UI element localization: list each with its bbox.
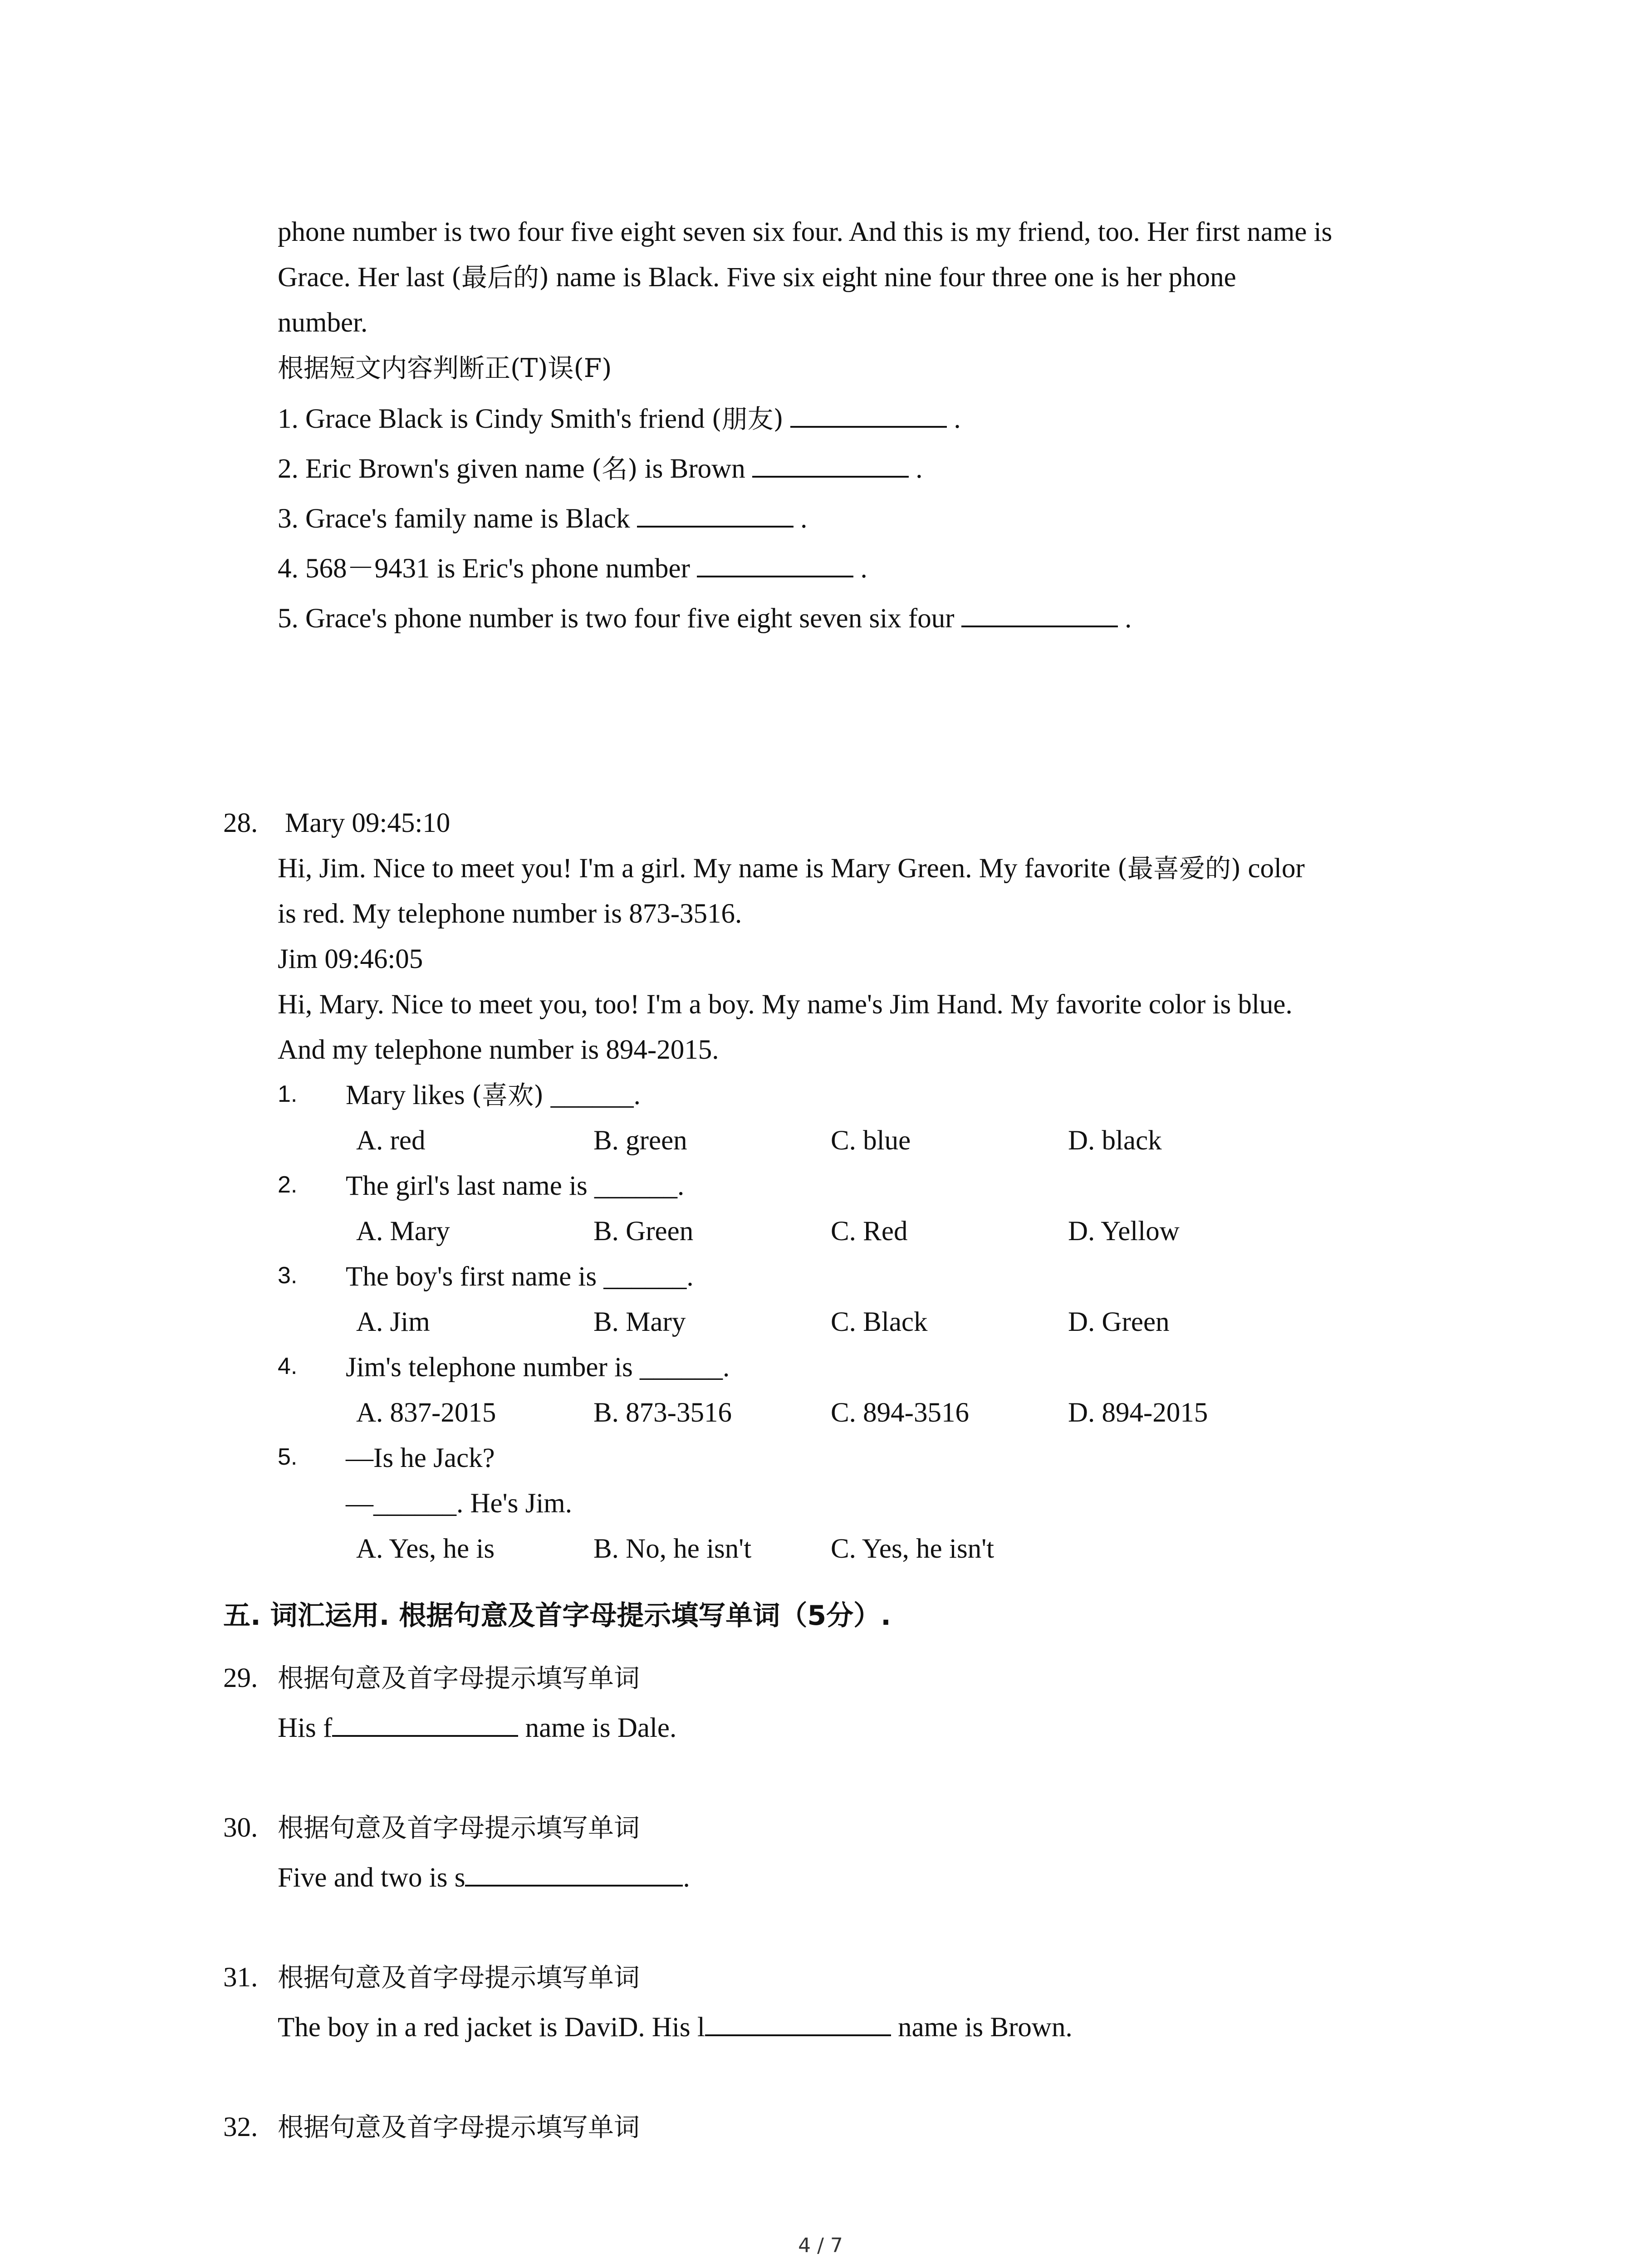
passage-line-1: phone number is two four five eight seven six four. And this is my friend, too. Her first name is <box>278 217 1332 247</box>
item-end: . <box>1117 603 1132 634</box>
item-text: 3. Grace's family name is Black <box>278 503 630 534</box>
passage-line-3: number. <box>278 308 368 338</box>
item-end: . <box>853 553 867 584</box>
q30-sentence <box>278 1860 690 1896</box>
option-a[interactable]: A. Yes, he is <box>356 1534 495 1564</box>
option-c[interactable]: C. Black <box>831 1307 928 1337</box>
item-end: . <box>947 404 961 434</box>
q31-instruction: 根据句意及首字母提示填写单词 <box>278 1963 640 1993</box>
passage-line-2 <box>278 259 1236 296</box>
sentence-text: name is Brown. <box>891 2012 1073 2043</box>
answer-blank[interactable] <box>752 472 909 478</box>
sentence-text: . <box>683 1862 690 1893</box>
q32-instruction: 根据句意及首字母提示填写单词 <box>278 2112 640 2142</box>
option-b[interactable]: B. Mary <box>593 1307 686 1337</box>
option-b[interactable]: B. green <box>593 1125 687 1156</box>
q32-number: 32. <box>223 2112 258 2142</box>
passage-text: Grace. Her last <box>278 262 451 293</box>
item-text: 4. 568－9431 is Eric's phone number <box>278 553 690 584</box>
option-d[interactable]: D. Yellow <box>1068 1216 1180 1246</box>
answer-blank[interactable] <box>790 422 947 428</box>
item-end: . <box>908 454 923 484</box>
option-a[interactable]: A. 837-2015 <box>356 1398 496 1428</box>
subq-number: 4. <box>278 1353 298 1379</box>
item-text: 1. Grace Black is Cindy Smith's friend <box>278 404 712 434</box>
chinese-gloss: (名) <box>592 454 638 484</box>
jim-message-line-1: Hi, Mary. Nice to meet you, too! I'm a boy. My name's Jim Hand. My favorite color is blue. <box>278 989 1293 1020</box>
stem-text: Mary likes <box>346 1080 472 1110</box>
option-d[interactable]: D. black <box>1068 1125 1162 1156</box>
answer-blank[interactable] <box>637 522 794 528</box>
sentence-text: name is Dale. <box>518 1713 677 1743</box>
chat-header-mary: Mary 09:45:10 <box>285 808 451 838</box>
q29-instruction: 根据句意及首字母提示填写单词 <box>278 1663 640 1693</box>
subq-stem: Jim's telephone number is ______. <box>346 1352 730 1383</box>
sentence-text: Five and two is s <box>278 1862 465 1893</box>
option-c[interactable]: C. Red <box>831 1216 908 1246</box>
tf-item-1 <box>278 401 961 437</box>
chinese-gloss: (喜欢) <box>471 1080 544 1110</box>
subq-number: 3. <box>278 1262 298 1289</box>
message-text: Hi, Jim. Nice to meet you! I'm a girl. My name is Mary Green. My favorite <box>278 853 1117 884</box>
answer-blank[interactable] <box>697 572 853 577</box>
answer-blank[interactable] <box>961 622 1118 627</box>
subq-number: 2. <box>278 1172 298 1198</box>
answer-blank[interactable] <box>705 2031 891 2036</box>
q30-instruction: 根据句意及首字母提示填写单词 <box>278 1813 640 1843</box>
option-c[interactable]: C. 894-3516 <box>831 1398 969 1428</box>
section-title: 五. 词汇运用. 根据句意及首字母提示填写单词（5分）. <box>223 1600 891 1632</box>
option-d[interactable]: D. 894-2015 <box>1068 1398 1208 1428</box>
item-text: is Brown <box>637 454 745 484</box>
sentence-text: The boy in a red jacket is DaviD. His l <box>278 2012 705 2043</box>
option-a[interactable]: A. red <box>356 1125 426 1156</box>
passage-text: name is Black. Five six eight nine four three one is her phone <box>549 262 1236 293</box>
q29-number: 29. <box>223 1663 258 1693</box>
q29-sentence <box>278 1710 676 1746</box>
option-d[interactable]: D. Green <box>1068 1307 1170 1337</box>
message-text: color <box>1241 853 1305 884</box>
chinese-gloss: (最后的) <box>451 263 549 293</box>
option-c[interactable]: C. blue <box>831 1125 911 1156</box>
tf-item-3 <box>278 501 807 537</box>
option-a[interactable]: A. Mary <box>356 1216 450 1246</box>
option-b[interactable]: B. 873-3516 <box>593 1398 732 1428</box>
mary-message-line-2: is red. My telephone number is 873-3516. <box>278 899 742 929</box>
jim-message-line-2: And my telephone number is 894-2015. <box>278 1035 719 1065</box>
page-number: 4 / 7 <box>798 2234 843 2257</box>
item-text: 5. Grace's phone number is two four five eight seven six four <box>278 603 955 634</box>
subq-stem: —Is he Jack? <box>346 1443 495 1473</box>
stem-text: ______. <box>544 1080 641 1110</box>
chat-header-jim: Jim 09:46:05 <box>278 944 423 974</box>
sentence-text: His f <box>278 1713 333 1743</box>
subq-stem: The boy's first name is ______. <box>346 1261 694 1292</box>
tf-item-5 <box>278 601 1132 637</box>
q30-number: 30. <box>223 1813 258 1843</box>
answer-blank[interactable] <box>332 1731 518 1737</box>
tf-item-2 <box>278 451 922 487</box>
option-b[interactable]: B. Green <box>593 1216 694 1246</box>
option-c[interactable]: C. Yes, he isn't <box>831 1534 994 1564</box>
subq-stem <box>346 1077 641 1114</box>
tf-instruction: 根据短文内容判断正(T)误(F) <box>278 353 612 383</box>
subq-number: 1. <box>278 1081 298 1107</box>
subq-stem: The girl's last name is ______. <box>346 1171 685 1201</box>
chinese-gloss: (朋友) <box>711 404 784 434</box>
q31-number: 31. <box>223 1962 258 1993</box>
answer-blank[interactable] <box>465 1881 683 1887</box>
mary-message-line-1 <box>278 850 1305 887</box>
subq-stem-line-2: —______. He's Jim. <box>346 1488 572 1519</box>
q31-sentence <box>278 2009 1073 2046</box>
tf-item-4 <box>278 551 867 587</box>
q28-number: 28. <box>223 808 258 838</box>
subq-number: 5. <box>278 1444 298 1470</box>
item-text: 2. Eric Brown's given name <box>278 454 592 484</box>
item-end: . <box>793 503 808 534</box>
option-b[interactable]: B. No, he isn't <box>593 1534 752 1564</box>
chinese-gloss: (最喜爱的) <box>1117 854 1241 884</box>
option-a[interactable]: A. Jim <box>356 1307 430 1337</box>
